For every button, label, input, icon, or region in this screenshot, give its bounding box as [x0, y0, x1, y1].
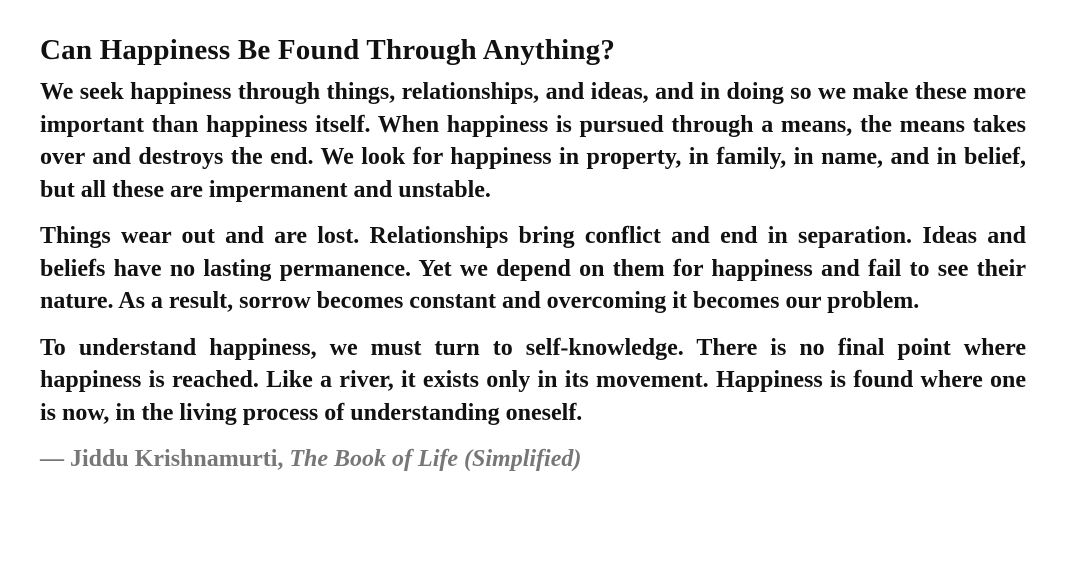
paragraph-1: We seek happiness through things, relationships, and ideas, and in doing so we make these more important than happiness itself. When happiness is pursued through a means, the means takes over and destroys the end. We look for happiness in property, in family, in name, and in belief, but all these are impermanent and unstable.	[40, 79, 1026, 203]
article-title: Can Happiness Be Found Through Anything?	[40, 34, 616, 66]
article	[40, 28, 1026, 475]
attribution-book-title: The Book of Life (Simplified)	[289, 446, 582, 472]
paragraph-2: Things wear out and are lost. Relationships bring conflict and end in separation. Ideas and beliefs have no lasting permanence. Yet we depend on them for happiness and fail to see their nature. As a result, sorrow becomes constant and overcoming it becomes our problem.	[40, 223, 1026, 314]
attribution	[40, 443, 1026, 475]
attribution-author: — Jiddu Krishnamurti,	[40, 446, 284, 472]
paragraph-3: To understand happiness, we must turn to self-knowledge. There is no final point where happiness is reached. Like a river, it exists only in its movement. Happiness is found where one is now, in the living process of understanding oneself.	[40, 334, 1026, 426]
